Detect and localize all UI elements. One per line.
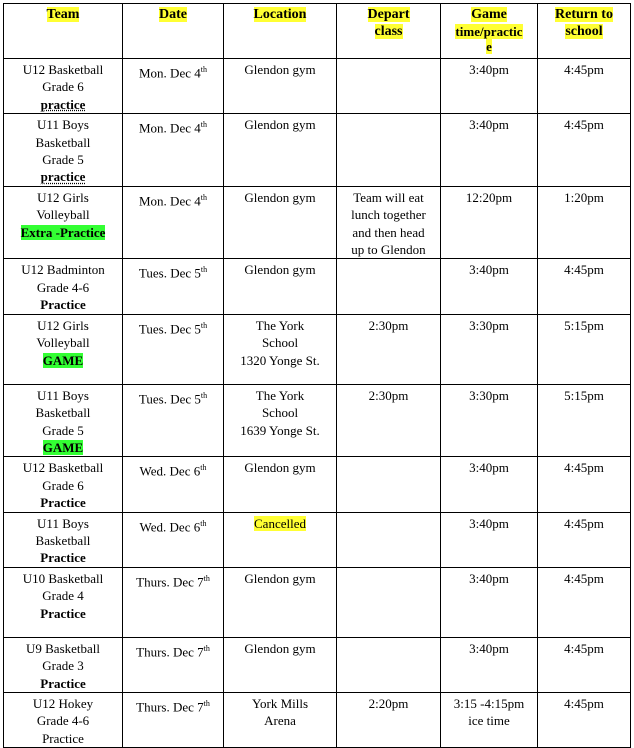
header-date: Date bbox=[123, 4, 224, 59]
date-cell: Wed. Dec 6th bbox=[123, 457, 224, 512]
depart-cell bbox=[337, 567, 441, 637]
game-time-cell: 3:30pm bbox=[441, 314, 538, 384]
team-cell: U11 Boys Basketball Grade 5 practice bbox=[4, 114, 123, 187]
header-location: Location bbox=[224, 4, 337, 59]
header-team: Team bbox=[4, 4, 123, 59]
table-row bbox=[4, 567, 631, 637]
date-cell: Thurs. Dec 7th bbox=[123, 637, 224, 692]
date-cell: Thurs. Dec 7th bbox=[123, 692, 224, 747]
game-time-cell: 3:40pm bbox=[441, 59, 538, 114]
game-time-cell: 3:40pm bbox=[441, 567, 538, 637]
table-row bbox=[4, 692, 631, 747]
game-time-cell: 3:40pm bbox=[441, 259, 538, 314]
location-cell: Glendon gym bbox=[224, 457, 337, 512]
depart-cell: Team will eat lunch together and then head up to Glendon bbox=[337, 186, 441, 259]
game-time-cell: 3:40pm bbox=[441, 114, 538, 187]
return-cell: 4:45pm bbox=[538, 512, 631, 567]
game-time-cell: 3:15 -4:15pm ice time bbox=[441, 692, 538, 747]
table-row bbox=[4, 457, 631, 512]
return-cell: 4:45pm bbox=[538, 457, 631, 512]
depart-cell: 2:20pm bbox=[337, 692, 441, 747]
game-time-cell: 12:20pm bbox=[441, 186, 538, 259]
return-cell: 4:45pm bbox=[538, 567, 631, 637]
game-time-cell: 3:30pm bbox=[441, 384, 538, 457]
schedule-table bbox=[3, 3, 631, 748]
date-cell: Mon. Dec 4th bbox=[123, 59, 224, 114]
table-row bbox=[4, 384, 631, 457]
depart-cell bbox=[337, 59, 441, 114]
team-cell: U12 Girls Volleyball Extra -Practice bbox=[4, 186, 123, 259]
table-row bbox=[4, 512, 631, 567]
depart-cell bbox=[337, 637, 441, 692]
date-cell: Mon. Dec 4th bbox=[123, 186, 224, 259]
date-cell: Thurs. Dec 7th bbox=[123, 567, 224, 637]
location-cell: Glendon gym bbox=[224, 567, 337, 637]
table-row bbox=[4, 186, 631, 259]
table-row bbox=[4, 259, 631, 314]
team-cell: U12 Badminton Grade 4-6 Practice bbox=[4, 259, 123, 314]
table-row bbox=[4, 314, 631, 384]
game-time-cell: 3:40pm bbox=[441, 512, 538, 567]
return-cell: 4:45pm bbox=[538, 692, 631, 747]
depart-cell bbox=[337, 259, 441, 314]
team-cell: U10 Basketball Grade 4 Practice bbox=[4, 567, 123, 637]
location-cell: The York School 1320 Yonge St. bbox=[224, 314, 337, 384]
return-cell: 4:45pm bbox=[538, 114, 631, 187]
location-cell: Glendon gym bbox=[224, 186, 337, 259]
header-depart: Depart class bbox=[337, 4, 441, 59]
team-cell: U9 Basketball Grade 3 Practice bbox=[4, 637, 123, 692]
depart-cell bbox=[337, 512, 441, 567]
return-cell: 4:45pm bbox=[538, 59, 631, 114]
location-cell: Glendon gym bbox=[224, 114, 337, 187]
return-cell: 5:15pm bbox=[538, 314, 631, 384]
table-row bbox=[4, 59, 631, 114]
location-cell: Glendon gym bbox=[224, 637, 337, 692]
location-cell: Glendon gym bbox=[224, 59, 337, 114]
depart-cell: 2:30pm bbox=[337, 384, 441, 457]
team-cell: U12 Hokey Grade 4-6 Practice bbox=[4, 692, 123, 747]
game-time-cell: 3:40pm bbox=[441, 457, 538, 512]
location-cell: York Mills Arena bbox=[224, 692, 337, 747]
return-cell: 4:45pm bbox=[538, 259, 631, 314]
location-cell: The York School 1639 Yonge St. bbox=[224, 384, 337, 457]
date-cell: Mon. Dec 4th bbox=[123, 114, 224, 187]
team-cell: U12 Basketball Grade 6 Practice bbox=[4, 457, 123, 512]
header-return: Return to school bbox=[538, 4, 631, 59]
return-cell: 1:20pm bbox=[538, 186, 631, 259]
return-cell: 5:15pm bbox=[538, 384, 631, 457]
team-cell: U12 Girls Volleyball GAME bbox=[4, 314, 123, 384]
date-cell: Tues. Dec 5th bbox=[123, 259, 224, 314]
date-cell: Tues. Dec 5th bbox=[123, 384, 224, 457]
depart-cell bbox=[337, 114, 441, 187]
team-cell: U12 Basketball Grade 6 practice bbox=[4, 59, 123, 114]
depart-cell: 2:30pm bbox=[337, 314, 441, 384]
date-cell: Wed. Dec 6th bbox=[123, 512, 224, 567]
team-cell: U11 Boys Basketball Practice bbox=[4, 512, 123, 567]
location-cell: Glendon gym bbox=[224, 259, 337, 314]
header-game: Game time/practic e bbox=[441, 4, 538, 59]
return-cell: 4:45pm bbox=[538, 637, 631, 692]
depart-cell bbox=[337, 457, 441, 512]
header-row bbox=[4, 4, 631, 59]
game-time-cell: 3:40pm bbox=[441, 637, 538, 692]
table-row bbox=[4, 637, 631, 692]
team-cell: U11 Boys Basketball Grade 5 GAME bbox=[4, 384, 123, 457]
date-cell: Tues. Dec 5th bbox=[123, 314, 224, 384]
location-cell: Cancelled bbox=[224, 512, 337, 567]
table-row bbox=[4, 114, 631, 187]
